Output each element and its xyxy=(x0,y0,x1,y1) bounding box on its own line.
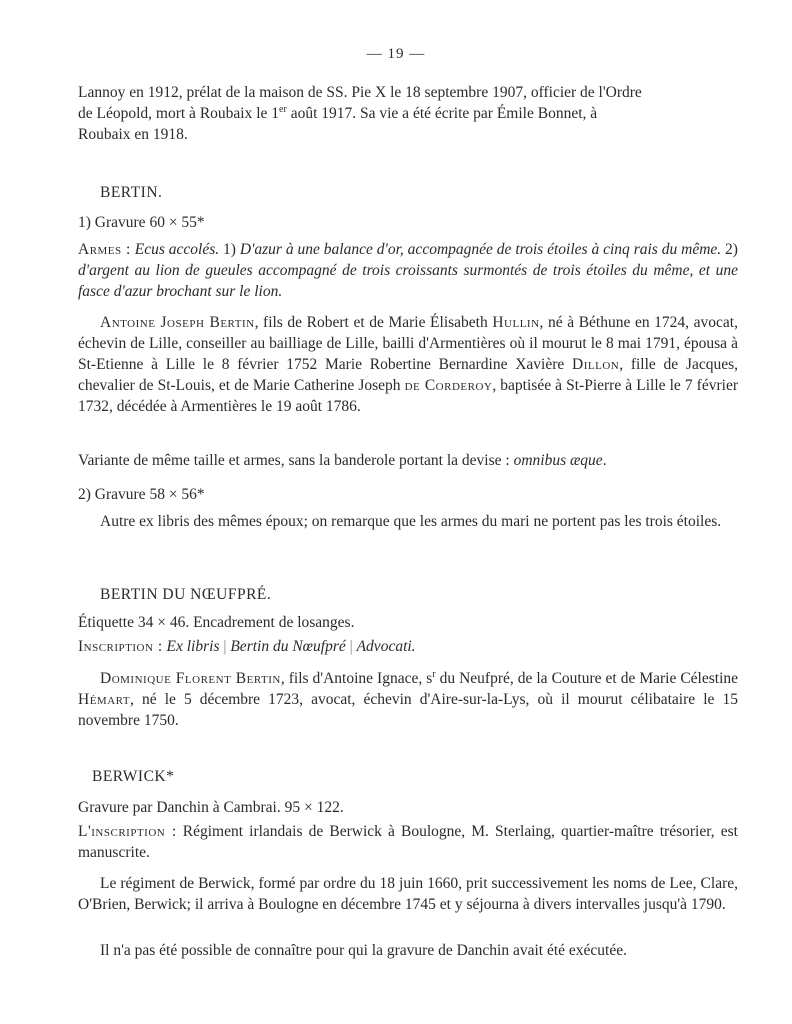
inscription-text: Advocati. xyxy=(356,638,416,655)
armes-text: 2) xyxy=(721,241,738,258)
bio-text: du Neufpré, de la Couture et de Marie Célestine xyxy=(435,670,739,687)
bertin-gravure-1 xyxy=(78,212,738,233)
person-name: Dominique Florent Bertin xyxy=(100,670,281,687)
berwick-inscription xyxy=(78,821,738,863)
section-heading: BERTIN DU NŒUFPRÉ. xyxy=(100,586,272,603)
armes-text: 1) xyxy=(219,241,240,258)
bio-text: , né le 5 décembre 1723, avocat, échevin d'Aire-sur-la-Lys, où il mourut célibataire le 15 novembre 1750. xyxy=(78,691,738,729)
berwick-paragraph-1 xyxy=(78,873,738,915)
bio-text: , fille de Jacques, chevalier de St-Louis, et de Marie Catherine Joseph xyxy=(78,356,738,394)
gravure-label: 2) Gravure 58 × 56* xyxy=(78,486,205,503)
section-berwick xyxy=(78,766,738,787)
inscription-label: L'inscription : xyxy=(78,823,177,840)
section-bertin-neufpre xyxy=(78,584,738,605)
neufpre-inscription xyxy=(78,636,738,657)
armes-label: Armes : xyxy=(78,241,131,258)
inscription-separator: | xyxy=(345,638,357,655)
etiquette-text: Étiquette 34 × 46. Encadrement de losanges. xyxy=(78,614,355,631)
variante-text: Variante de même taille et armes, sans la banderole portant la devise : xyxy=(78,452,514,469)
bio-text: , fils de Robert et de Marie Élisabeth xyxy=(254,314,493,331)
inscription-text: Bertin du Nœufpré xyxy=(230,638,346,655)
bertin-armes xyxy=(78,239,738,302)
intro-line-2b: août 1917. Sa vie a été écrite par Émile Bonnet, à xyxy=(286,105,598,122)
bertin-gravure-2 xyxy=(78,484,738,505)
inscription-separator: | xyxy=(219,638,231,655)
bertin-variante xyxy=(78,450,738,471)
inscription-text: Ex libris xyxy=(166,638,220,655)
berwick-paragraph-2 xyxy=(78,940,738,961)
gravure-label: Gravure par Danchin à Cambrai. 95 × 122. xyxy=(78,799,344,816)
bertin-biography xyxy=(78,312,738,417)
intro-paragraph xyxy=(78,82,738,145)
section-heading: BERTIN. xyxy=(100,184,163,201)
intro-superscript: er xyxy=(279,103,287,115)
autre-text: Autre ex libris des mêmes époux; on remarque que les armes du mari ne portent pas les trois étoiles. xyxy=(100,513,722,530)
berwick-gravure xyxy=(78,797,738,818)
intro-line xyxy=(78,82,738,145)
variante-text: . xyxy=(602,452,607,469)
inscription-label: Inscription : xyxy=(78,638,163,655)
intro-line-1: Lannoy en 1912, prélat de la maison de SS. Pie X le 18 septembre 1907, officier de l'Ordre xyxy=(78,84,642,101)
bio-text: , né à Béthune en 1724, avocat, échevin de Lille, conseiller au bailliage de Lille, bailli d'Armentières où il mourut le 8 mai 1791, épousa à St-Etienne à Lille le 8 février 1752 Marie Robertine Bernardine Xavière xyxy=(78,314,738,373)
armes-text: d'argent au lion de gueules accompagné de trois croissants surmontés de trois étoiles du même, et une fasce d'azur brochant sur le lion. xyxy=(78,262,738,300)
page-number: — 19 — xyxy=(366,46,426,62)
intro-line-2a: de Léopold, mort à Roubaix le 1 xyxy=(78,105,280,122)
berwick-text: Il n'a pas été possible de connaître pour qui la gravure de Danchin avait été exécutée. xyxy=(100,942,627,959)
inscription-text: Régiment irlandais de Berwick à Boulogne, M. Sterlaing, quartier-maître trésorier, est manuscrite. xyxy=(78,823,738,861)
bio-superscript: r xyxy=(432,668,436,680)
bio-text: , baptisée à St-Pierre à Lille le 7 février 1732, décédée à Armentières le 19 août 1786. xyxy=(78,377,738,415)
armes-text: Ecus accolés. xyxy=(134,241,220,258)
devise: omnibus æque xyxy=(513,452,603,469)
intro-line-3: Roubaix en 1918. xyxy=(78,126,188,143)
bio-text: , fils d'Antoine Ignace, s xyxy=(280,670,433,687)
person-name: Hullin xyxy=(492,314,540,331)
section-heading: BERWICK* xyxy=(92,768,175,785)
person-name: Dillon xyxy=(572,356,620,373)
person-name: Antoine Joseph Bertin xyxy=(100,314,255,331)
berwick-text: Le régiment de Berwick, formé par ordre du 18 juin 1660, prit successivement les noms de Lee, Clare, O'Brien, Berwick; il arriva à Boulogne en décembre 1745 et y séjourna à divers intervalles jusqu'à 1790. xyxy=(78,875,738,913)
gravure-label: 1) Gravure 60 × 55* xyxy=(78,214,205,231)
neufpre-biography xyxy=(78,668,738,731)
person-name: de Corderoy xyxy=(404,377,493,394)
bertin-autre xyxy=(78,511,738,532)
person-name: Hémart xyxy=(78,691,131,708)
neufpre-etiquette xyxy=(78,612,738,633)
section-bertin xyxy=(78,182,738,203)
armes-text: D'azur à une balance d'or, accompagnée de trois étoiles à cinq rais du même. xyxy=(239,241,722,258)
